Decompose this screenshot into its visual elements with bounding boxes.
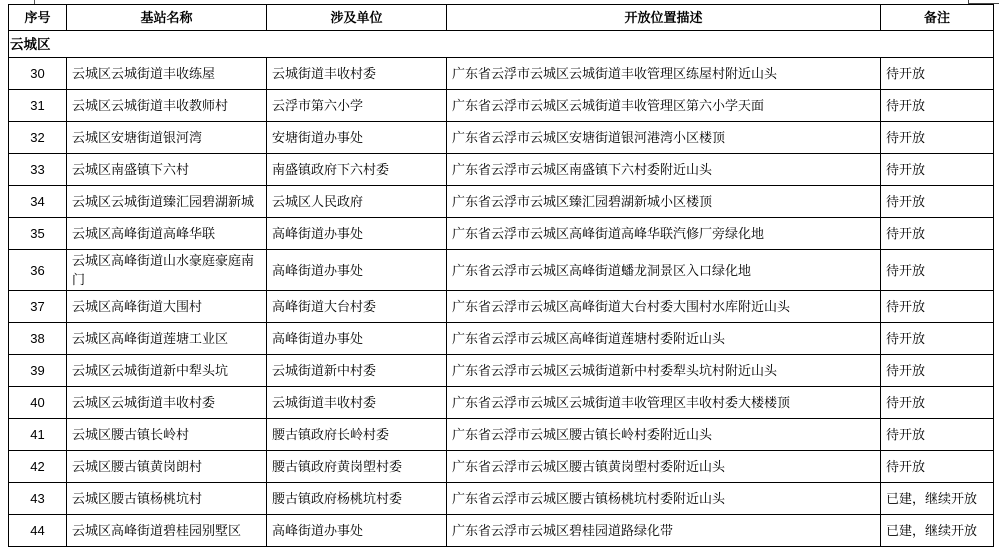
- cell-remark: 已建，继续开放: [881, 515, 994, 547]
- table-row: [9, 515, 994, 547]
- cell-location: 广东省云浮市云城区碧桂园道路绿化带: [447, 515, 881, 547]
- cell-name: 云城区高峰街道高峰华联: [67, 218, 267, 250]
- column-header-name: 基站名称: [67, 5, 267, 31]
- cell-index: 31: [9, 90, 67, 122]
- cell-name: 云城区高峰街道大围村: [67, 291, 267, 323]
- cell-remark: 待开放: [881, 250, 994, 291]
- column-header-index: 序号: [9, 5, 67, 31]
- table-row: [9, 250, 994, 291]
- cell-name: 云城区云城街道丰收练屋: [67, 58, 267, 90]
- column-header-remark: 备注: [881, 5, 994, 31]
- cell-name: 云城区云城街道丰收教师村: [67, 90, 267, 122]
- cell-name: 云城区高峰街道碧桂园别墅区: [67, 515, 267, 547]
- cell-location: 广东省云浮市云城区云城街道丰收管理区练屋村附近山头: [447, 58, 881, 90]
- table-row: [9, 218, 994, 250]
- table-row: [9, 58, 994, 90]
- cell-location: 广东省云浮市云城区南盛镇下六村委附近山头: [447, 154, 881, 186]
- cell-name: 云城区腰古镇杨桃坑村: [67, 483, 267, 515]
- cell-name: 云城区云城街道臻汇园碧湖新城: [67, 186, 267, 218]
- cell-name: 云城区高峰街道莲塘工业区: [67, 323, 267, 355]
- cell-unit: 高峰街道办事处: [267, 515, 447, 547]
- table-row: [9, 186, 994, 218]
- cell-index: 42: [9, 451, 67, 483]
- cell-location: 广东省云浮市云城区高峰街道高峰华联汽修厂旁绿化地: [447, 218, 881, 250]
- cell-index: 44: [9, 515, 67, 547]
- cell-location: 广东省云浮市云城区高峰街道蟠龙洞景区入口绿化地: [447, 250, 881, 291]
- cell-unit: 高峰街道办事处: [267, 218, 447, 250]
- cell-name: 云城区腰古镇长岭村: [67, 419, 267, 451]
- cell-unit: 安塘街道办事处: [267, 122, 447, 154]
- cell-unit: 云城区人民政府: [267, 186, 447, 218]
- cell-name: 云城区腰古镇黄岗朗村: [67, 451, 267, 483]
- table-row: [9, 451, 994, 483]
- cell-index: 30: [9, 58, 67, 90]
- cell-remark: 待开放: [881, 291, 994, 323]
- base-station-table: [8, 4, 994, 547]
- cell-remark: 已建，继续开放: [881, 483, 994, 515]
- cell-unit: 高峰街道办事处: [267, 323, 447, 355]
- cell-index: 37: [9, 291, 67, 323]
- cell-remark: 待开放: [881, 186, 994, 218]
- header-row: [9, 5, 994, 31]
- cell-index: 43: [9, 483, 67, 515]
- table-row: [9, 355, 994, 387]
- cell-index: 34: [9, 186, 67, 218]
- column-header-unit: 涉及单位: [267, 5, 447, 31]
- table-row: [9, 323, 994, 355]
- cell-name: 云城区高峰街道山水豪庭豪庭南门: [67, 250, 267, 291]
- cell-remark: 待开放: [881, 218, 994, 250]
- cell-name: 云城区南盛镇下六村: [67, 154, 267, 186]
- table-body: [9, 31, 994, 547]
- cell-remark: 待开放: [881, 387, 994, 419]
- cell-index: 33: [9, 154, 67, 186]
- document-sheet: [8, 4, 994, 547]
- cell-remark: 待开放: [881, 58, 994, 90]
- cell-unit: 云城街道丰收村委: [267, 58, 447, 90]
- table-row: [9, 122, 994, 154]
- cell-remark: 待开放: [881, 90, 994, 122]
- table-row: [9, 387, 994, 419]
- cell-unit: 腰古镇政府长岭村委: [267, 419, 447, 451]
- table-row: [9, 419, 994, 451]
- section-label: 云城区: [9, 31, 994, 58]
- table-header: [9, 5, 994, 31]
- table-row: [9, 90, 994, 122]
- cell-unit: 云城街道新中村委: [267, 355, 447, 387]
- cell-location: 广东省云浮市云城区腰古镇黄岗塱村委附近山头: [447, 451, 881, 483]
- cell-location: 广东省云浮市云城区云城街道新中村委犁头坑村附近山头: [447, 355, 881, 387]
- cell-index: 41: [9, 419, 67, 451]
- cell-unit: 云浮市第六小学: [267, 90, 447, 122]
- cell-location: 广东省云浮市云城区腰古镇杨桃坑村委附近山头: [447, 483, 881, 515]
- cell-name: 云城区云城街道丰收村委: [67, 387, 267, 419]
- cell-unit: 高峰街道大台村委: [267, 291, 447, 323]
- cell-location: 广东省云浮市云城区云城街道丰收管理区丰收村委大楼楼顶: [447, 387, 881, 419]
- cell-name: 云城区安塘街道银河湾: [67, 122, 267, 154]
- table-row: [9, 154, 994, 186]
- cell-location: 广东省云浮市云城区腰古镇长岭村委附近山头: [447, 419, 881, 451]
- cell-unit: 腰古镇政府黄岗塱村委: [267, 451, 447, 483]
- cell-location: 广东省云浮市云城区安塘街道银河港湾小区楼顶: [447, 122, 881, 154]
- cell-index: 38: [9, 323, 67, 355]
- cell-location: 广东省云浮市云城区高峰街道莲塘村委附近山头: [447, 323, 881, 355]
- cell-remark: 待开放: [881, 451, 994, 483]
- cell-remark: 待开放: [881, 154, 994, 186]
- cell-unit: 高峰街道办事处: [267, 250, 447, 291]
- cell-remark: 待开放: [881, 419, 994, 451]
- cell-unit: 云城街道丰收村委: [267, 387, 447, 419]
- cell-index: 36: [9, 250, 67, 291]
- cell-unit: 南盛镇政府下六村委: [267, 154, 447, 186]
- cell-remark: 待开放: [881, 355, 994, 387]
- cell-index: 32: [9, 122, 67, 154]
- cell-index: 35: [9, 218, 67, 250]
- table-row: [9, 483, 994, 515]
- cell-remark: 待开放: [881, 122, 994, 154]
- section-row-yunchengqu: [9, 31, 994, 58]
- table-row: [9, 291, 994, 323]
- cell-name: 云城区云城街道新中犁头坑: [67, 355, 267, 387]
- cell-location: 广东省云浮市云城区云城街道丰收管理区第六小学天面: [447, 90, 881, 122]
- cell-remark: 待开放: [881, 323, 994, 355]
- cell-index: 40: [9, 387, 67, 419]
- cell-location: 广东省云浮市云城区高峰街道大台村委大围村水库附近山头: [447, 291, 881, 323]
- cell-location: 广东省云浮市云城区臻汇园碧湖新城小区楼顶: [447, 186, 881, 218]
- cell-unit: 腰古镇政府杨桃坑村委: [267, 483, 447, 515]
- column-header-location: 开放位置描述: [447, 5, 881, 31]
- cell-index: 39: [9, 355, 67, 387]
